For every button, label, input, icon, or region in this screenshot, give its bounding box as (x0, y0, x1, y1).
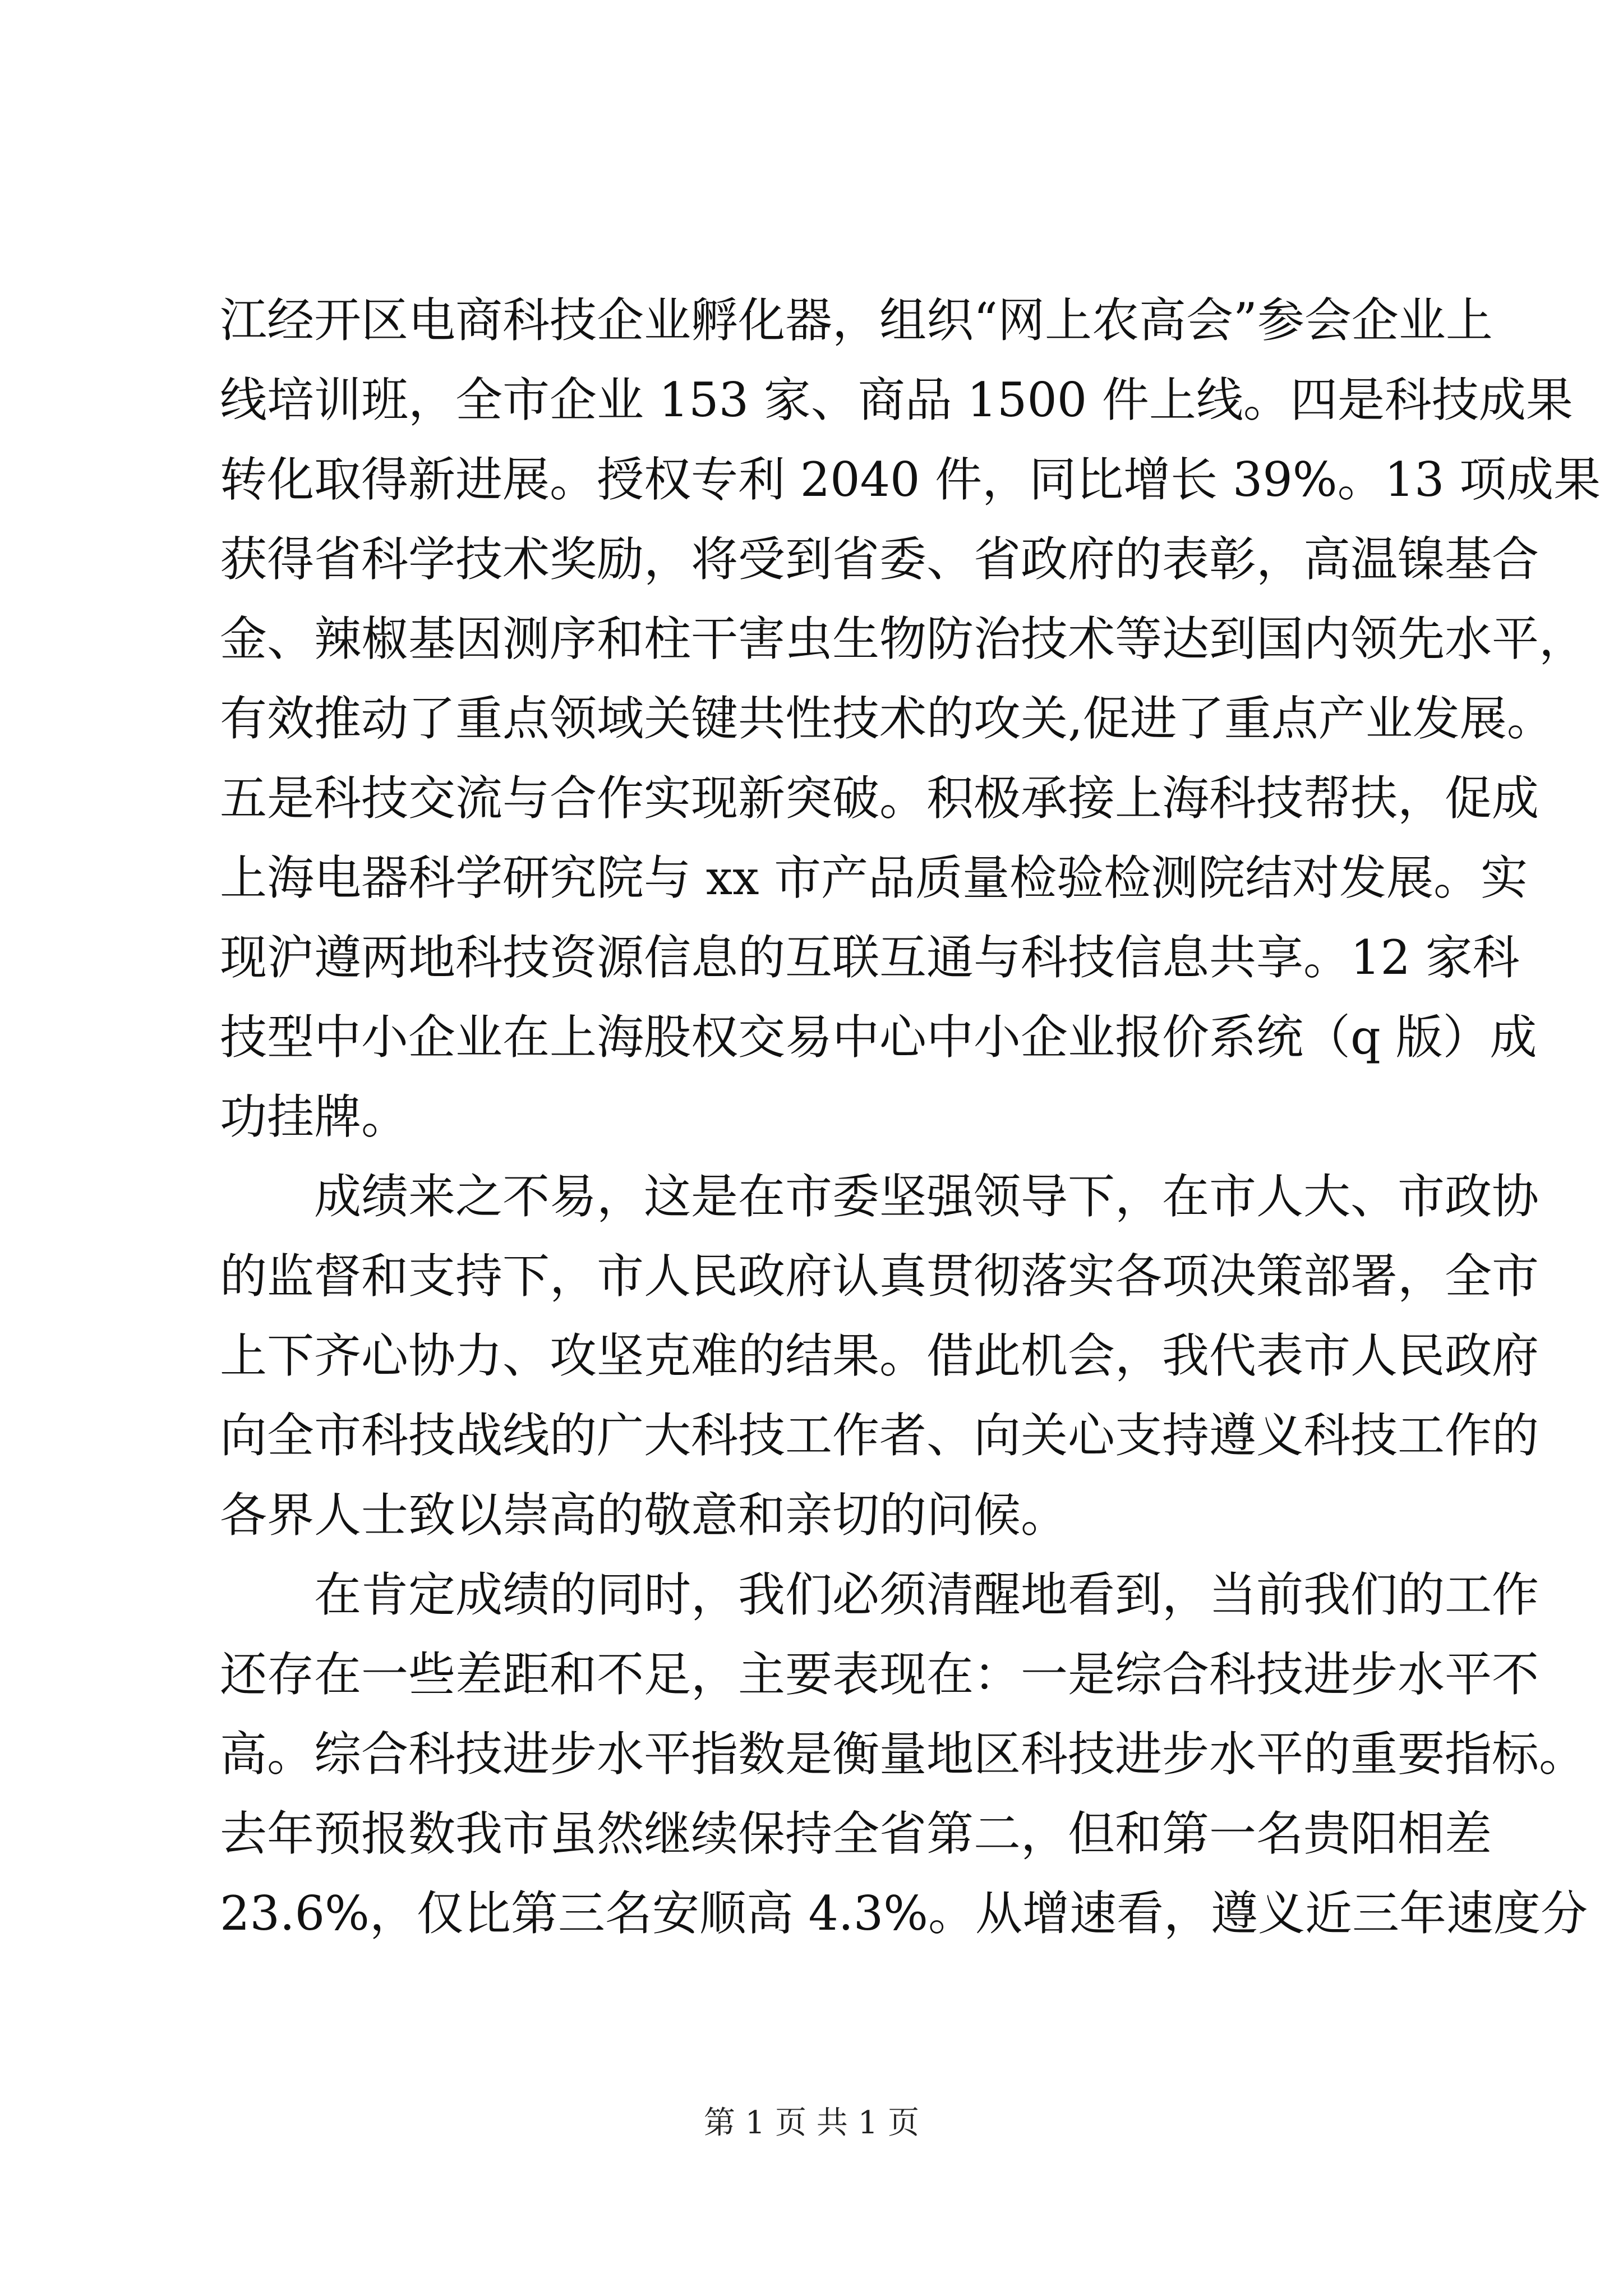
text-line: 高。综合科技进步水平指数是衡量地区科技进步水平的重要指标。 (220, 1727, 1587, 1782)
text-line: 江经开区电商科技企业孵化器，组织“网上农高会”参会企业上 (220, 293, 1493, 348)
text-line: 向全市科技战线的广大科技工作者、向关心支持遵义科技工作的 (220, 1408, 1539, 1463)
paragraph-1 (220, 280, 1601, 1157)
paragraph-2 (220, 1157, 1539, 1555)
text-line: 各界人士致以崇高的敬意和亲切的问候。 (220, 1488, 1068, 1543)
text-line: 的监督和支持下，市人民政府认真贯彻落实各项决策部署，全市 (220, 1249, 1539, 1304)
text-line: 转化取得新进展。授权专利 2040 件，同比增长 39%。13 项成果 (220, 452, 1601, 507)
text-line: 现沪遵两地科技资源信息的互联互通与科技信息共享。12 家科 (220, 930, 1520, 985)
page-footer: 第 1 页 共 1 页 (703, 2105, 920, 2141)
text-line: 去年预报数我市虽然继续保持全省第二，但和第一名贵阳相差 (220, 1806, 1492, 1861)
paragraph-3 (220, 1555, 1588, 1953)
text-line: 23.6%，仅比第三名安顺高 4.3%。从增速看，遵义近三年速度分 (220, 1886, 1588, 1941)
text-line: 金、辣椒基因测序和柱干害虫生物防治技术等达到国内领先水平， (220, 611, 1587, 666)
text-line: 还存在一些差距和不足，主要表现在：一是综合科技进步水平不 (220, 1647, 1539, 1702)
body-text (220, 280, 1601, 1953)
text-line: 上海电器科学研究院与 xx 市产品质量检验检测院结对发展。实 (220, 850, 1528, 905)
text-line: 上下齐心协力、攻坚克难的结果。借此机会，我代表市人民政府 (220, 1328, 1539, 1383)
text-line: 成绩来之不易，这是在市委坚强领导下，在市人大、市政协 (314, 1169, 1539, 1224)
text-line: 在肯定成绩的同时，我们必须清醒地看到，当前我们的工作 (314, 1567, 1539, 1622)
text-line: 功挂牌。 (220, 1089, 409, 1144)
text-line: 五是科技交流与合作实现新突破。积极承接上海科技帮扶，促成 (220, 771, 1539, 826)
text-line: 有效推动了重点领域关键共性技术的攻关,促进了重点产业发展。 (220, 691, 1554, 746)
text-line: 获得省科学技术奖励，将受到省委、省政府的表彰，高温镍基合 (220, 532, 1539, 587)
text-line: 技型中小企业在上海股权交易中心中小企业报价系统（q 版）成 (220, 1010, 1537, 1065)
text-line: 线培训班，全市企业 153 家、商品 1500 件上线。四是科技成果 (220, 372, 1573, 427)
